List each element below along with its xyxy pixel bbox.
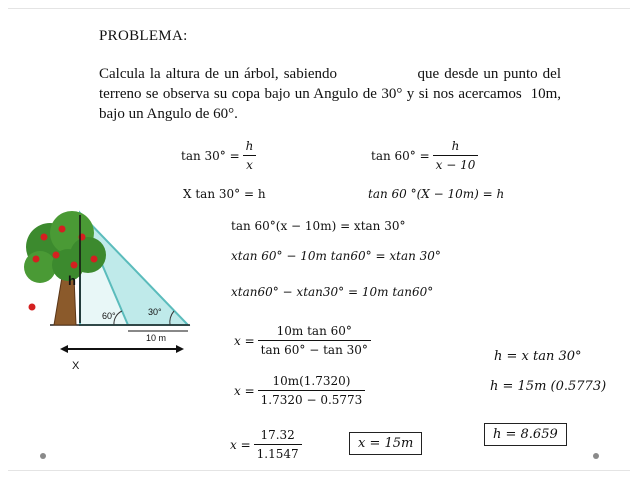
equation-x-solve-left: x = (234, 333, 255, 348)
equation-tan30-den: x (243, 155, 256, 172)
equation-tan60-den: x − 10 (433, 155, 479, 172)
tree-foliage (24, 251, 56, 283)
equation-tan60-num: h (451, 139, 460, 153)
equation-x-solve-den: tan 60° − tan 30° (258, 340, 371, 357)
angle-far-label: 30° (148, 307, 162, 317)
equation-substitution: tan 60°(x − 10m) = xtan 30° (231, 219, 406, 233)
apple (53, 252, 60, 259)
base-label: X (72, 360, 80, 372)
angle-near-label: 60° (102, 311, 116, 321)
equation-x-final-num: 17.32 (260, 428, 295, 442)
equation-h-tan30: h = x tan 30° (494, 349, 582, 364)
equation-tan30-fraction (243, 139, 257, 172)
equation-x-final-left: x = (230, 437, 251, 452)
slide-dot-left (40, 453, 46, 459)
equation-tan60-left: tan 60° = (371, 148, 430, 163)
result-x-box: x = 15m (349, 432, 422, 455)
apple (91, 256, 98, 263)
equation-x-tan30: X tan 30° = h (183, 187, 266, 201)
equation-x-numeric-fraction (258, 374, 366, 407)
slide-title: PROBLEMA: (99, 28, 188, 44)
apple (59, 226, 66, 233)
equation-x-final-fraction (230, 428, 305, 461)
slide-dot-right (593, 453, 599, 459)
apple (29, 304, 36, 311)
equation-x-solve-fraction (258, 324, 371, 357)
equation-expand: xtan 60° − 10m tan60° = xtan 30° (231, 249, 441, 263)
height-label: h (68, 273, 76, 288)
problem-statement: Calcula la altura de un árbol, sabiendo que desde un punto del terreno se observa su copa bajo un Angulo de 30° y si nos acercamos 10m, bajo un Angulo de 60°. (99, 66, 565, 122)
equation-x-numeric-num: 10m(1.7320) (272, 374, 351, 388)
equation-collect: xtan60° − xtan30° = 10m tan60° (231, 285, 434, 299)
tree-angle-diagram (10, 207, 193, 379)
equation-tan30 (181, 139, 259, 172)
result-h-box: h = 8.659 (484, 423, 567, 446)
equation-tan60 (371, 139, 481, 172)
equation-tan30-left: tan 30° = (181, 148, 240, 163)
equation-x-numeric-den: 1.7320 − 0.5773 (258, 390, 366, 407)
distance-label: 10 m (146, 333, 167, 343)
equation-tan30-num: h (245, 139, 254, 153)
equation-tan60-fraction (433, 139, 479, 172)
equation-x-final-den: 1.1547 (254, 444, 302, 461)
equation-x-final-frac (254, 428, 302, 461)
equation-x-solve (234, 324, 374, 357)
equation-x-numeric (234, 374, 368, 407)
equation-h-numeric: h = 15m (0.5773) (490, 379, 607, 394)
apple (41, 234, 48, 241)
equation-tan60-x-minus-10: tan 60 °(X − 10m) = h (368, 187, 505, 201)
equation-x-solve-num: 10m tan 60° (276, 324, 352, 338)
apple (71, 262, 78, 269)
equation-x-numeric-left: x = (234, 383, 255, 398)
apple (33, 256, 40, 263)
